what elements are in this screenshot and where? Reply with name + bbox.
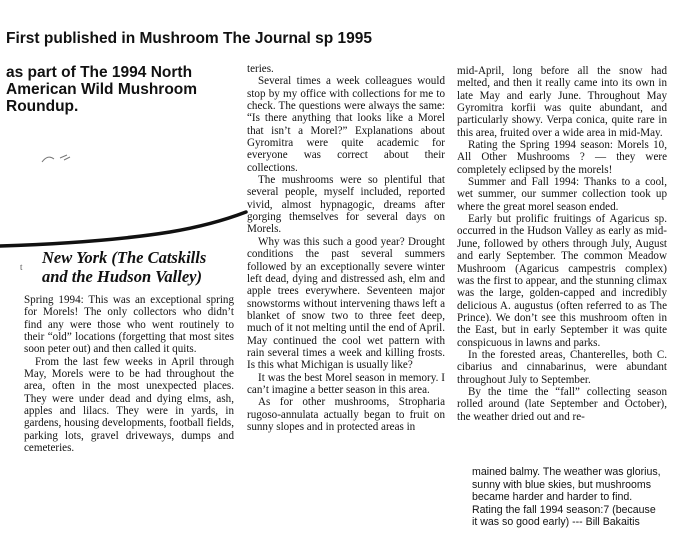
paragraph: Rating the Spring 1994 season: Morels 10, All Other Mushrooms ? — they were completely eclipsed by the morels! [457, 139, 667, 176]
page-title: First published in Mushroom The Journal sp 1995 [6, 30, 373, 47]
paragraph: teries. [247, 63, 274, 75]
pen-marks-icon [40, 150, 80, 166]
note-line: mained balmy. The weather was glorius, [472, 466, 661, 478]
paragraph: Why was this such a good year? Drought conditions the past several summers followed by an exceptionally severe winter left dead, dying and distressed ash, elm and apple trees everywhere. Seventeen major snowstorms without intervening thaws left a blanket of snow two to three feet deep, much of it not melting until the end of April. May continued the cool wet pattern with rain several times a week and killing frosts. Is this what Michigan is usually like? [247, 235, 445, 372]
article-column-3 [457, 65, 667, 423]
article-column-2 [247, 63, 445, 433]
page-subtitle: as part of The 1994 North American Wild Mushroom Roundup. [6, 64, 198, 115]
paragraph: From the last few weeks in April through May, Morels were to be had throughout the area, often in the most unexpected places. They were under dead and dying elms, ash, apples and lilacs. They were in yards, in gardens, housing developments, football fields, parking lots, gravel driveways, dumps and cemeteries. [24, 355, 234, 455]
note-line: Rating the fall 1994 season:7 (because [472, 503, 656, 516]
paragraph: Spring 1994: This was an exceptional spring for Morels! The only collectors who didn’t find any were those who went routinely to their “old” locations (forgetting that most sites soon peter out) and then called it quits. [24, 294, 234, 356]
paragraph: The mushrooms were so plentiful that several people, myself included, reported vivid, almost hypnagogic, dreams after gorging themselves for several days on Morels. [247, 174, 445, 236]
paragraph: As for other mushrooms, Stropharia rugoso-annulata actually began to fruit on sunny slopes and in protected areas in [247, 396, 445, 433]
margin-mark: t [20, 262, 23, 272]
paragraph: It was the best Morel season in memory. I can’t imagine a better season in this area. [247, 371, 445, 396]
note-line: became harder and harder to find. [472, 491, 633, 503]
paragraph: mid-April, long before all the snow had melted, and then it really came into its own in late May and early June. Throughout May Gyromitra korfii was quite abundant, and particularly showy. Verpa conica, quite rare in this area, fruited over a wide area in mid-May. [457, 65, 667, 139]
paragraph: Early but prolific fruitings of Agaricus sp. occurred in the Hudson Valley as early as mid-June, followed by others through July, August and early September. The common Meadow Mushroom (Agaricus campestris complex) was the first to appear, and the stunning climax was the large, golden-capped and incredibly delicious A. augustus (often referred to as The Prince). We don’t see this mushroom often in the East, but in early September it was quite conspicuous in lawns and parks. [457, 213, 667, 349]
note-line: it was so good early) --- Bill Bakaitis [472, 516, 640, 528]
paragraph: By the time the “fall” collecting season rolled around (late September and October), the weather dried out and re- [457, 385, 667, 423]
article-heading: New York (The Catskills and the Hudson Valley) [42, 248, 207, 286]
paragraph: Several times a week colleagues would stop by my office with collections for me to check. The questions were always the same: “Is there anything that looks like a Morel that isn’t a Morel?” Explanations about Gyromitra were quite academic for everyone was correct about their collections. [247, 75, 445, 174]
note-line: sunny with blue skies, but mushrooms [472, 478, 651, 491]
paragraph: In the forested areas, Chanterelles, both C. cibarius and cinnabarinus, were abundant throughout July to September. [457, 348, 667, 386]
divider-swoosh-icon [0, 210, 250, 250]
typed-note [472, 466, 677, 529]
article-column-1 [24, 294, 234, 454]
paragraph: Summer and Fall 1994: Thanks to a cool, wet summer, our summer collection took up where the great morel season ended. [457, 176, 667, 213]
